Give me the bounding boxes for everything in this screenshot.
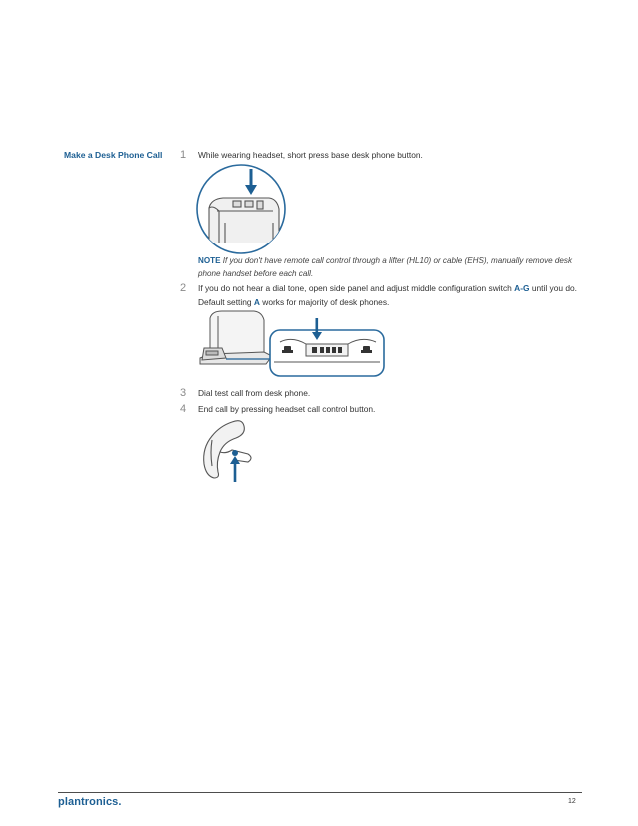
base-desk-phone-button-illustration — [195, 163, 287, 255]
note-text — [198, 254, 578, 280]
configuration-switch-illustration — [196, 306, 388, 378]
step-text-1: While wearing headset, short press base desk phone button. — [198, 150, 423, 160]
section-title: Make a Desk Phone Call — [64, 150, 163, 160]
note-label: NOTE — [198, 256, 221, 265]
step-text-4: End call by pressing headset call control button. — [198, 404, 376, 414]
step-text-2 — [198, 282, 583, 309]
brand-logo: plantronics. — [58, 796, 122, 808]
note-body: If you don't have remote call control through a lifter (HL10) or cable (EHS), manually remove desk phone handset before each call. — [198, 256, 573, 278]
headset-call-control-illustration — [196, 416, 258, 486]
switch-range-highlight: A-G — [514, 283, 530, 293]
step-number-4: 4 — [180, 403, 187, 415]
step-number-3: 3 — [180, 387, 187, 399]
step-number-2: 2 — [180, 282, 187, 294]
step-text-3: Dial test call from desk phone. — [198, 388, 311, 398]
footer-divider — [58, 792, 582, 793]
step-2-text-end: works for majority of desk phones. — [259, 296, 390, 307]
page-number: 12 — [568, 798, 576, 805]
step-2-text-start: If you do not hear a dial tone, open side panel and adjust middle configuration switch — [198, 283, 515, 293]
step-2-text-middle: until you do. Default setting — [198, 283, 577, 307]
step-number-1: 1 — [180, 149, 187, 161]
default-setting-highlight: A — [253, 296, 260, 307]
